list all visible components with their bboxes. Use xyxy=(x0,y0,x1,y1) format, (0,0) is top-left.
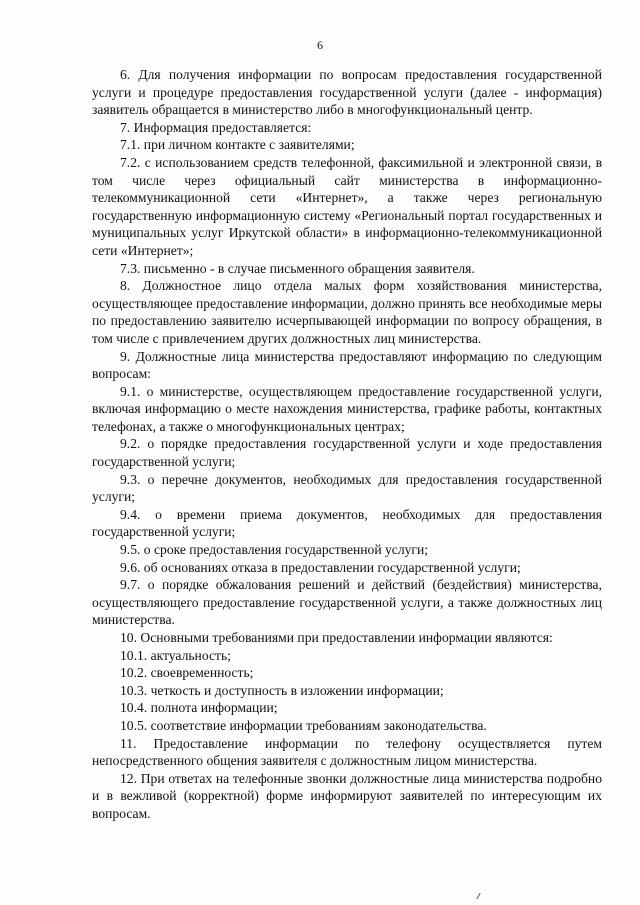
paragraph-10-2: 10.2. своевременность; xyxy=(120,665,254,681)
paragraph-12: 12. При ответах на телефонные звонки должностные лица министерства подробно и в вежливой (корректной) форме информируют заявителей по интересующим их вопросам. xyxy=(92,770,602,821)
paragraph-9: 9. Должностные лица министерства предоставляют информацию по следующим вопросам: xyxy=(92,348,602,382)
paragraph-9-5: 9.5. о сроке предоставления государственной услуги; xyxy=(120,542,429,558)
scan-mark xyxy=(476,893,484,899)
paragraph-9-7: 9.7. о порядке обжалования решений и действий (бездействия) министерства, осуществляющего предоставление государственной услуги, а также должностных лиц министерства. xyxy=(92,577,602,628)
paragraph-7-2: 7.2. с использованием средств телефонной, факсимильной и электронной связи, в том числе через официальный сайт министерства в информационно-телекоммуникационной сети «Интернет», а также через региональную государственную информационную систему «Региональный портал государственных и муниципальных услуг Иркутской области» в информационно-телекоммуникационной сети «Интернет»; xyxy=(92,154,602,258)
paragraph-9-4: 9.4. о времени приема документов, необходимых для предоставления государственной услуги; xyxy=(92,506,602,540)
paragraph-10: 10. Основными требованиями при предоставлении информации являются: xyxy=(120,630,553,645)
paragraph-9-3: 9.3. о перечне документов, необходимых для предоставления государственной услуги; xyxy=(92,471,602,505)
paragraph-7: 7. Информация предоставляется: xyxy=(120,119,312,135)
paragraph-10-3: 10.3. четкость и доступность в изложении информации; xyxy=(120,682,444,698)
paragraph-7-3: 7.3. письменно - в случае письменного обращения заявителя. xyxy=(120,260,475,276)
paragraph-8: 8. Должностное лицо отдела малых форм хозяйствования министерства, осуществляющее предоставление информации, должно принять все необходимые меры по предоставлению заявителю исчерпывающей информации по вопросу обращения, в том числе с привлечением других должностных лиц министерства. xyxy=(92,278,602,346)
paragraph-9-2: 9.2. о порядке предоставления государственной услуги и ходе предоставления государственной услуги; xyxy=(92,436,602,470)
paragraph-10-5: 10.5. соответствие информации требованиям законодательства. xyxy=(120,717,487,733)
paragraph-10-1: 10.1. актуальность; xyxy=(120,647,231,663)
paragraph-11: 11. Предоставление информации по телефону осуществляется путем непосредственного общения заявителя с должностным лицом министерства. xyxy=(92,735,602,769)
paragraph-6: 6. Для получения информации по вопросам предоставления государственной услуги и процедуре предоставления государственной услуги (далее - информация) заявитель обращается в министерство либо в многофункциональный центр. xyxy=(92,67,602,118)
page-number: 6 xyxy=(317,38,323,52)
paragraph-10-4: 10.4. полнота информации; xyxy=(120,700,278,716)
paragraph-9-6: 9.6. об основаниях отказа в предоставлении государственной услуги; xyxy=(120,559,521,575)
paragraph-9-1: 9.1. о министерстве, осуществляющем предоставление государственной услуги, включая информацию о месте нахождения министерства, графике работы, контактных телефонах, а также о многофункциональных центрах; xyxy=(92,383,602,434)
document-body xyxy=(92,66,602,823)
paragraph-7-1: 7.1. при личном контакте с заявителями; xyxy=(120,137,355,153)
